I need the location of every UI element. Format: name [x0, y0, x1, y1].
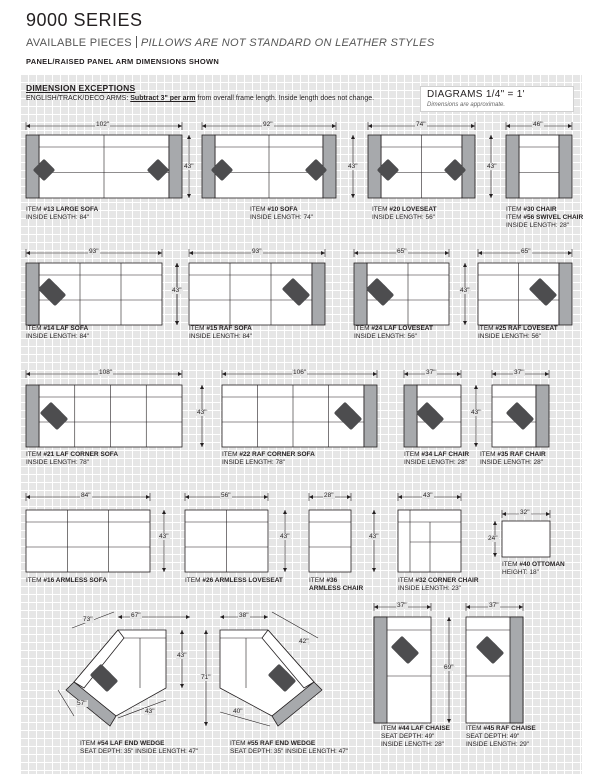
laf-loveseat-width-arrow-right	[445, 251, 449, 255]
item-prefix: ITEM	[189, 325, 207, 332]
ottoman-body	[502, 521, 550, 557]
raf-sofa-depth2-arrow-top	[175, 263, 179, 267]
item-prefix: ITEM	[404, 451, 422, 458]
dimex-bold: Subtract 3" per arm	[130, 95, 196, 102]
laf-sofa-name: #14 LAF SOFA	[43, 325, 89, 332]
large-sofa-label	[26, 206, 98, 222]
raf-chair-right-arm	[536, 385, 549, 447]
laf-corner-sofa-width-arrow-left	[26, 372, 30, 376]
armless-chair-depth-arrow-bottom	[372, 568, 376, 572]
laf-chaise-width-text: 37"	[397, 602, 407, 609]
chair-inside: INSIDE LENGTH: 28"	[506, 222, 569, 229]
raf-sofa-width-arrow-right	[321, 251, 325, 255]
loveseat-label	[372, 206, 437, 222]
item-prefix: ITEM	[222, 451, 240, 458]
loveseat-width-arrow-left	[368, 124, 372, 128]
large-sofa-depth-arrow-top	[187, 135, 191, 139]
corner-chair-width-arrow-right	[457, 495, 461, 499]
laf-chair-left-arm	[404, 385, 417, 447]
laf-chaise-arm	[374, 617, 387, 723]
armless-sofa-depth-arrow-bottom	[162, 568, 166, 572]
raf-chaise-inside: INSIDE LENGTH: 29"	[466, 741, 529, 748]
raf-corner-sofa-width-arrow-left	[222, 372, 226, 376]
item-prefix: ITEM	[478, 325, 496, 332]
page-title: 9000 SERIES	[26, 10, 143, 30]
raf-corner-sofa-inside: INSIDE LENGTH: 78"	[222, 459, 285, 466]
laf-sofa-label	[26, 325, 89, 341]
laf-chair-width-arrow-left	[404, 372, 408, 376]
raf-corner-sofa-label	[222, 451, 315, 467]
raf-loveseat-right-arm	[559, 263, 572, 325]
corner-sofa-depth-arrow-top	[200, 385, 204, 389]
raf-end-wedge-inner	[220, 712, 270, 726]
laf-end-wedge-d4-text: 57"	[77, 700, 87, 707]
laf-loveseat-depth-arrow-bottom	[463, 321, 467, 325]
large-sofa-name: #13 LARGE SOFA	[43, 206, 99, 213]
chair-left-arm	[506, 135, 519, 198]
chair-depth-arrow-top	[474, 385, 478, 389]
dimex-prefix: ENGLISH/TRACK/DECO ARMS:	[26, 95, 129, 102]
raf-sofa-width-text: 93"	[252, 248, 262, 255]
armless-sofa-name: #16 ARMLESS SOFA	[43, 577, 108, 584]
raf-sofa-name: #15 RAF SOFA	[206, 325, 252, 332]
armless-sofa-depth-arrow-top	[162, 510, 166, 514]
raf-end-wedge-d2-text: 42"	[299, 638, 309, 645]
laf-end-wedge-depth-arrow-top	[180, 630, 184, 634]
laf-end-wedge-depth-arrow-bottom	[180, 684, 184, 688]
item-prefix: ITEM	[185, 577, 203, 584]
laf-sofa-inside: INSIDE LENGTH: 84"	[26, 333, 89, 340]
laf-chair-label	[404, 451, 469, 467]
raf-corner-sofa-width-text: 106"	[293, 369, 307, 376]
chair-depth-arrow-bottom	[474, 443, 478, 447]
laf-loveseat-depth-arrow-top	[463, 263, 467, 267]
raf-chaise-width-text: 37"	[489, 602, 499, 609]
armless-sofa-width-text: 84"	[81, 492, 91, 499]
loveseat-depth-arrow-bottom	[489, 194, 493, 198]
raf-corner-sofa-width-arrow-right	[373, 372, 377, 376]
raf-sofa-inside: INSIDE LENGTH: 84"	[189, 333, 252, 340]
large-sofa-right-arm	[169, 135, 182, 198]
laf-loveseat-left-arm	[354, 263, 367, 325]
raf-chair-label	[480, 451, 546, 467]
raf-end-wedge-d4-text: 40"	[233, 708, 243, 715]
laf-corner-sofa-name: #21 LAF CORNER SOFA	[43, 451, 119, 458]
laf-chaise-width-arrow-left	[374, 605, 378, 609]
raf-end-wedge-top-arrow-right	[264, 615, 268, 619]
armless-chair-seat	[309, 510, 351, 572]
laf-chair-width-text: 37"	[426, 369, 436, 376]
large-sofa-depth-arrow-bottom	[187, 194, 191, 198]
large-sofa-inside: INSIDE LENGTH: 84"	[26, 214, 89, 221]
raf-chair-width-arrow-left	[492, 372, 496, 376]
large-sofa-width-arrow-left	[26, 124, 30, 128]
armless-loveseat-depth-text: 43"	[280, 533, 290, 540]
raf-sofa-label	[189, 325, 252, 341]
item-prefix: ITEM	[250, 206, 268, 213]
loveseat-right-arm	[462, 135, 475, 198]
item-prefix: ITEM	[26, 577, 44, 584]
item-prefix: ITEM	[26, 451, 44, 458]
laf-loveseat-width-arrow-left	[354, 251, 358, 255]
raf-corner-sofa-depth-text: 43"	[197, 409, 207, 416]
raf-end-wedge-seat-inside: SEAT DEPTH: 35" INSIDE LENGTH: 47"	[230, 748, 349, 755]
laf-corner-sofa-width-arrow-right	[178, 372, 182, 376]
laf-end-wedge-name: #54 LAF END WEDGE	[97, 740, 165, 747]
raf-sofa-depth2-arrow-bottom	[175, 321, 179, 325]
item-prefix: ITEM	[502, 561, 520, 568]
raf-corner-sofa-right-arm	[364, 385, 377, 447]
armless-sofa-width-arrow-right	[146, 495, 150, 499]
item-prefix: ITEM	[466, 725, 484, 732]
item-prefix: ITEM	[506, 214, 524, 221]
laf-chair-name: #34 LAF CHAIR	[421, 451, 470, 458]
loveseat-depth-text: 43"	[487, 163, 497, 170]
raf-corner-sofa-name: #22 RAF CORNER SOFA	[239, 451, 315, 458]
laf-chaise-depth-text: 69"	[444, 664, 454, 671]
armless-chair-width-arrow-right	[347, 495, 351, 499]
pillows-note: PILLOWS ARE NOT STANDARD ON LEATHER STYLES	[140, 37, 435, 49]
corner-chair-width-text: 43"	[423, 492, 433, 499]
armless-chair-width-arrow-left	[309, 495, 313, 499]
ottoman-depth-arrow-top	[493, 521, 497, 525]
raf-end-wedge-depth-arrow-bottom	[204, 722, 208, 726]
laf-end-wedge-d2-text: 67"	[131, 612, 141, 619]
armless-loveseat-width-arrow-right	[264, 495, 268, 499]
corner-chair-width-arrow-left	[398, 495, 402, 499]
loveseat-depth-arrow-top	[489, 135, 493, 139]
laf-chaise-label	[381, 725, 450, 749]
laf-loveseat-width-text: 65"	[397, 248, 407, 255]
raf-chaise-width-arrow-right	[519, 605, 523, 609]
dimex-suffix: from overall frame length. Inside length does not change.	[197, 95, 375, 102]
armless-loveseat-label	[185, 577, 283, 585]
raf-end-wedge-label	[230, 740, 348, 756]
item-prefix: ITEM	[354, 325, 372, 332]
armless-chair-num: #36	[326, 577, 338, 584]
sofa-label	[250, 206, 313, 222]
raf-loveseat-width-arrow-right	[568, 251, 572, 255]
laf-corner-sofa-inside: INSIDE LENGTH: 78"	[26, 459, 89, 466]
chair-name: #56 SWIVEL CHAIR	[523, 214, 584, 221]
laf-sofa-left-arm	[26, 263, 39, 325]
corner-chair-seat	[398, 510, 461, 572]
ottoman-depth-text: 24"	[488, 535, 498, 542]
raf-end-wedge-top-arrow-left	[220, 615, 224, 619]
item-prefix: ITEM	[398, 577, 416, 584]
sofa-name: #10 SOFA	[267, 206, 298, 213]
raf-chair-width-text: 37"	[514, 369, 524, 376]
item-prefix: ITEM	[381, 725, 399, 732]
laf-chaise-seat: SEAT DEPTH: 49"	[381, 733, 435, 740]
laf-loveseat-label	[354, 325, 433, 341]
laf-end-wedge-d5-text: 43"	[145, 708, 155, 715]
laf-end-wedge-seat-inside: SEAT DEPTH: 35" INSIDE LENGTH: 47"	[80, 748, 199, 755]
armless-loveseat-name: #26 ARMLESS LOVESEAT	[202, 577, 283, 584]
panel-arm-note: PANEL/RAISED PANEL ARM DIMENSIONS SHOWN	[26, 57, 220, 66]
armless-sofa-seat	[26, 510, 150, 572]
sofa-left-arm	[202, 135, 215, 198]
laf-end-wedge-d3-text: 43"	[177, 652, 187, 659]
laf-chair-width-arrow-right	[457, 372, 461, 376]
laf-chaise-name: #44 LAF CHAISE	[398, 725, 450, 732]
laf-loveseat-name: #24 LAF LOVESEAT	[371, 325, 433, 332]
chair-right-arm	[559, 135, 572, 198]
item-prefix: ITEM	[372, 206, 390, 213]
armless-chair-depth-arrow-top	[372, 510, 376, 514]
item-prefix: ITEM	[309, 577, 327, 584]
ottoman-width-arrow-right	[546, 512, 550, 516]
sofa-width-arrow-right	[332, 124, 336, 128]
armless-loveseat-width-text: 56"	[221, 492, 231, 499]
armless-loveseat-width-arrow-left	[185, 495, 189, 499]
loveseat-left-arm	[368, 135, 381, 198]
raf-sofa-depth-text: 43"	[172, 287, 182, 294]
item-prefix: ITEM	[26, 206, 44, 213]
raf-chaise-label	[466, 725, 536, 749]
ottoman-width-text: 32"	[520, 509, 530, 516]
dimension-exceptions-title: DIMENSION EXCEPTIONS	[26, 83, 136, 93]
raf-chair-name: #35 RAF CHAIR	[497, 451, 546, 458]
chair-seat	[519, 135, 559, 198]
loveseat-width-arrow-right	[471, 124, 475, 128]
sofa-depth-arrow-top	[351, 135, 355, 139]
corner-chair-inside: INSIDE LENGTH: 23"	[398, 585, 461, 592]
chair-width-arrow-left	[506, 124, 510, 128]
raf-chaise-name: #45 RAF CHAISE	[483, 725, 536, 732]
laf-end-wedge-label	[80, 740, 198, 756]
raf-sofa-right-arm	[312, 263, 325, 325]
laf-sofa-width-text: 93"	[89, 248, 99, 255]
large-sofa-width-text: 102"	[96, 121, 110, 128]
raf-end-wedge-name: #55 RAF END WEDGE	[247, 740, 316, 747]
raf-loveseat-inside: INSIDE LENGTH: 56"	[478, 333, 541, 340]
ottoman-height: HEIGHT: 18"	[502, 569, 539, 576]
laf-chaise-inside: INSIDE LENGTH: 28"	[381, 741, 444, 748]
chair-label	[506, 206, 583, 230]
raf-chaise-arm	[510, 617, 523, 723]
raf-loveseat-width-arrow-left	[478, 251, 482, 255]
sofa-depth-arrow-bottom	[351, 194, 355, 198]
sofa-inside: INSIDE LENGTH: 74"	[250, 214, 313, 221]
chair-width-text: 46"	[533, 121, 543, 128]
raf-loveseat-width-text: 65"	[521, 248, 531, 255]
sofa-depth-text: 43"	[348, 163, 358, 170]
sofa-width-text: 92"	[263, 121, 273, 128]
armless-loveseat-depth-arrow-bottom	[283, 568, 287, 572]
raf-chair-width-arrow-right	[545, 372, 549, 376]
armless-sofa-width-arrow-left	[26, 495, 30, 499]
laf-end-wedge-top-arrow-right	[186, 615, 190, 619]
large-sofa-depth-text: 43"	[184, 163, 194, 170]
corner-chair-label	[398, 577, 479, 593]
raf-chair-depth-text: 43"	[471, 409, 481, 416]
large-sofa-width-arrow-right	[178, 124, 182, 128]
raf-loveseat-depth-text: 43"	[460, 287, 470, 294]
raf-loveseat-name: #25 RAF LOVESEAT	[495, 325, 558, 332]
ottoman-depth-arrow-bottom	[493, 553, 497, 557]
raf-loveseat-label	[478, 325, 558, 341]
raf-chaise-width-arrow-left	[466, 605, 470, 609]
raf-end-wedge-diag	[272, 612, 318, 638]
corner-sofa-depth-arrow-bottom	[200, 443, 204, 447]
armless-chair-width-text: 28"	[324, 492, 334, 499]
laf-sofa-width-arrow-right	[158, 251, 162, 255]
laf-chaise-depth-arrow-top	[447, 617, 451, 621]
armless-chair-name-cont: ARMLESS CHAIR	[309, 585, 364, 592]
laf-corner-sofa-left-arm	[26, 385, 39, 447]
item-prefix: ITEM	[26, 325, 44, 332]
laf-sofa-width-arrow-left	[26, 251, 30, 255]
laf-end-wedge-top-arrow-left	[118, 615, 122, 619]
ottoman-label	[502, 561, 565, 577]
loveseat-name: #20 LOVESEAT	[389, 206, 437, 213]
armless-chair-depth-text: 43"	[369, 533, 379, 540]
sofa-width-arrow-left	[202, 124, 206, 128]
armless-sofa-label	[26, 577, 107, 585]
item-prefix: ITEM	[480, 451, 498, 458]
ottoman-name: #40 OTTOMAN	[519, 561, 565, 568]
laf-chair-inside: INSIDE LENGTH: 28"	[404, 459, 467, 466]
item-prefix: ITEM	[230, 740, 248, 747]
raf-end-wedge-d1-text: 38"	[239, 612, 249, 619]
armless-loveseat-depth-arrow-top	[283, 510, 287, 514]
laf-chaise-width-arrow-right	[427, 605, 431, 609]
laf-chaise-depth-arrow-bottom	[447, 719, 451, 723]
raf-chair-inside: INSIDE LENGTH: 28"	[480, 459, 543, 466]
laf-end-wedge-d1-text: 73"	[83, 616, 93, 623]
available-pieces-label: AVAILABLE PIECES	[26, 37, 132, 49]
corner-chair-name: #32 CORNER CHAIR	[415, 577, 479, 584]
chair-width-arrow-right	[568, 124, 572, 128]
loveseat-width-text: 74"	[416, 121, 426, 128]
chair-name: #30 CHAIR	[523, 206, 557, 213]
raf-end-wedge-d3-text: 71"	[201, 674, 211, 681]
raf-sofa-width-arrow-left	[189, 251, 193, 255]
item-prefix: ITEM	[80, 740, 98, 747]
raf-chaise-seat: SEAT DEPTH: 49"	[466, 733, 520, 740]
laf-corner-sofa-width-text: 108"	[99, 369, 113, 376]
diagrams-scale-title: DIAGRAMS 1/4" = 1'	[427, 89, 525, 100]
loveseat-inside: INSIDE LENGTH: 56"	[372, 214, 435, 221]
diagrams-scale-note: Dimensions are approximate.	[427, 102, 506, 108]
armless-sofa-depth-text: 43"	[159, 533, 169, 540]
raf-end-wedge-depth-arrow-top	[204, 630, 208, 634]
laf-corner-sofa-label	[26, 451, 118, 467]
sofa-right-arm	[323, 135, 336, 198]
ottoman-width-arrow-left	[502, 512, 506, 516]
laf-loveseat-inside: INSIDE LENGTH: 56"	[354, 333, 417, 340]
item-prefix: ITEM	[506, 206, 524, 213]
armless-chair-label	[309, 577, 363, 593]
